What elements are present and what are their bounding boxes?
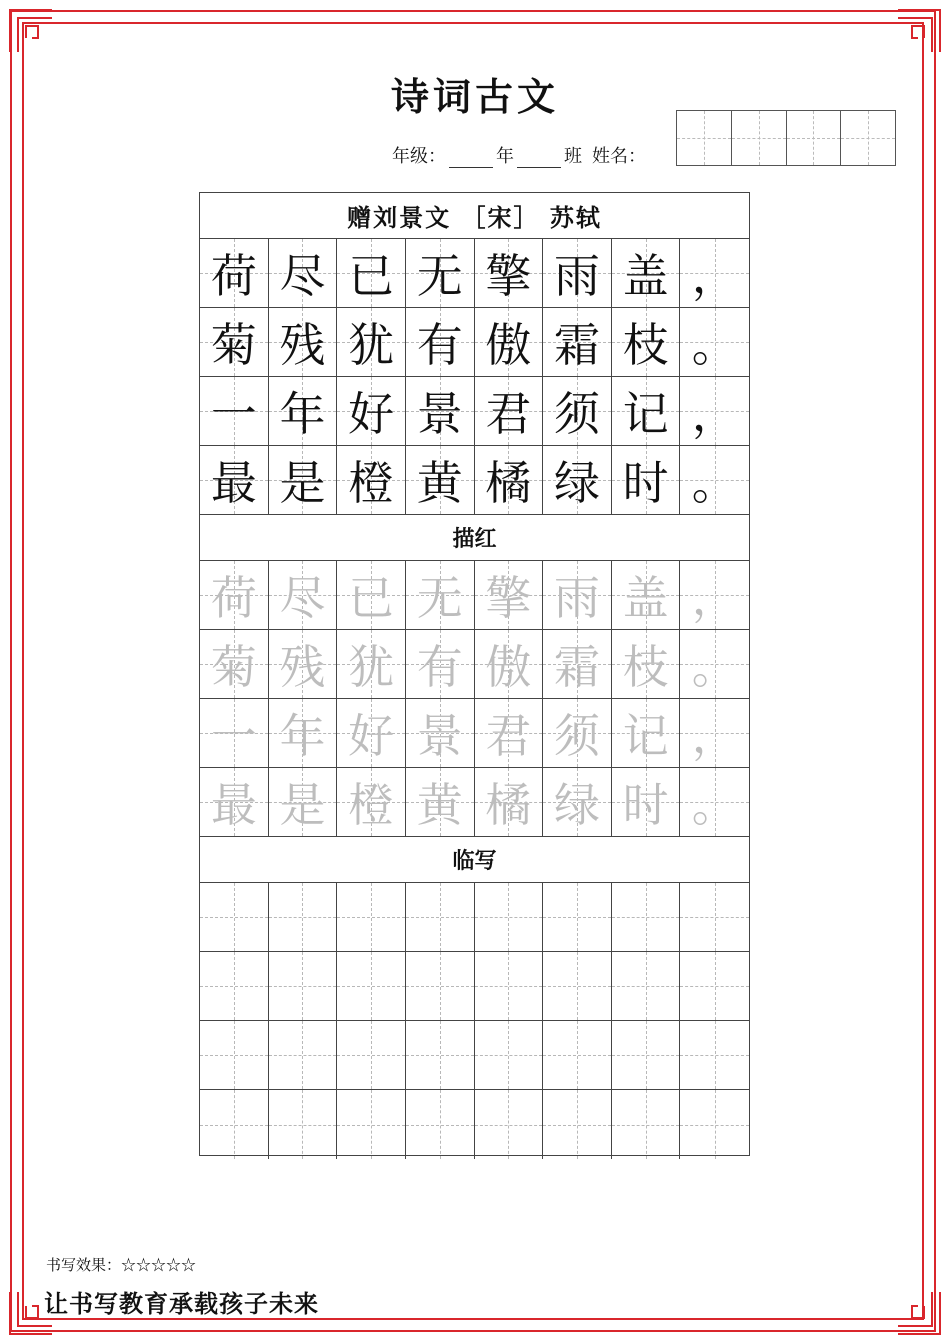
- character: 须: [553, 709, 600, 763]
- character: 君: [485, 387, 532, 441]
- copy-cell[interactable]: [612, 952, 681, 1020]
- character: ，: [691, 571, 738, 625]
- copy-cell[interactable]: [475, 883, 544, 951]
- copy-cell[interactable]: [406, 1021, 475, 1089]
- trace-cell: [543, 561, 612, 629]
- copy-cell[interactable]: [200, 952, 269, 1020]
- poem-cell: [337, 308, 406, 376]
- character: 景: [416, 387, 463, 441]
- trace-cell: [269, 699, 338, 767]
- trace-cell: [680, 768, 749, 836]
- class-blank[interactable]: [517, 149, 561, 168]
- character: 年: [279, 387, 326, 441]
- trace-cell: [200, 630, 269, 698]
- copy-cell[interactable]: [475, 952, 544, 1020]
- character: 是: [279, 778, 326, 832]
- character: 。: [691, 640, 738, 694]
- grid-row: [200, 1021, 749, 1090]
- character: 君: [485, 709, 532, 763]
- grid-row: [200, 561, 749, 630]
- copy-cell[interactable]: [269, 1021, 338, 1089]
- copy-cell[interactable]: [543, 1090, 612, 1159]
- character: 最: [210, 778, 257, 832]
- character: 已: [348, 571, 395, 625]
- corner-ornament-icon: [896, 8, 942, 54]
- name-box[interactable]: [677, 111, 732, 165]
- character: 雨: [553, 249, 600, 303]
- copy-cell[interactable]: [680, 1090, 749, 1159]
- poem-cell: [543, 377, 612, 445]
- trace-cell: [612, 630, 681, 698]
- page-title: 诗词古文: [390, 74, 559, 119]
- character: 好: [348, 387, 395, 441]
- copy-cell[interactable]: [475, 1090, 544, 1159]
- poem-cell: [612, 446, 681, 514]
- grade-blank[interactable]: [449, 149, 493, 168]
- character: 有: [416, 640, 463, 694]
- character: 记: [622, 709, 669, 763]
- character: 时: [622, 778, 669, 832]
- copy-cell[interactable]: [337, 1021, 406, 1089]
- trace-cell: [612, 768, 681, 836]
- poem-cell: [269, 239, 338, 307]
- poem-cell: [337, 377, 406, 445]
- copy-cell[interactable]: [612, 883, 681, 951]
- poem-cell: [612, 308, 681, 376]
- poem-cell: [680, 446, 749, 514]
- trace-cell: [406, 768, 475, 836]
- year-label: 年: [496, 146, 514, 167]
- character: 已: [348, 249, 395, 303]
- poem-cell: [200, 308, 269, 376]
- poem-cell: [269, 446, 338, 514]
- character: 有: [416, 318, 463, 372]
- trace-cell: [680, 561, 749, 629]
- copy-section-label: 临写: [200, 837, 749, 883]
- poem-cell: [200, 239, 269, 307]
- name-label: 姓名：: [592, 146, 646, 167]
- copy-cell[interactable]: [680, 883, 749, 951]
- poem-cell: [680, 239, 749, 307]
- grid-row: [200, 446, 749, 515]
- character: 枝: [622, 640, 669, 694]
- trace-cell: [200, 561, 269, 629]
- character: 好: [348, 709, 395, 763]
- character: 菊: [210, 318, 257, 372]
- character: 盖: [622, 571, 669, 625]
- poem-cell: [543, 308, 612, 376]
- poem-heading: 赠刘景文 ［宋］ 苏轼: [200, 193, 749, 239]
- character: ，: [691, 709, 738, 763]
- poem-cell: [543, 446, 612, 514]
- character: 霜: [553, 640, 600, 694]
- character: 绿: [553, 456, 600, 510]
- trace-cell: [269, 561, 338, 629]
- character: 雨: [553, 571, 600, 625]
- character: 霜: [553, 318, 600, 372]
- poem-cell: [475, 377, 544, 445]
- character: 黄: [416, 456, 463, 510]
- poem-cell: [612, 377, 681, 445]
- name-box[interactable]: [787, 111, 842, 165]
- copy-cell[interactable]: [543, 952, 612, 1020]
- copy-cell[interactable]: [680, 1021, 749, 1089]
- trace-cell: [612, 699, 681, 767]
- trace-cell: [543, 768, 612, 836]
- trace-cell: [475, 561, 544, 629]
- trace-cell: [337, 699, 406, 767]
- poem-cell: [337, 239, 406, 307]
- copy-cell[interactable]: [406, 1090, 475, 1159]
- grid-row: [200, 699, 749, 768]
- trace-cell: [406, 630, 475, 698]
- poem-cell: [406, 308, 475, 376]
- copy-cell[interactable]: [269, 883, 338, 951]
- footer-slogan: 让书写教育承载孩子未来: [44, 1289, 319, 1318]
- character: 尽: [279, 571, 326, 625]
- character: 橘: [485, 456, 532, 510]
- trace-grid: [200, 561, 749, 837]
- poem-cell: [680, 377, 749, 445]
- grid-row: [200, 239, 749, 308]
- trace-cell: [475, 768, 544, 836]
- character: 荷: [210, 249, 257, 303]
- poem-cell: [680, 308, 749, 376]
- trace-cell: [680, 699, 749, 767]
- poem-grid: [200, 239, 749, 515]
- character: 橙: [348, 456, 395, 510]
- character: 。: [691, 318, 738, 372]
- poem-cell: [406, 239, 475, 307]
- character: 景: [416, 709, 463, 763]
- trace-cell: [337, 561, 406, 629]
- character: 是: [279, 456, 326, 510]
- poem-cell: [406, 446, 475, 514]
- grade-label: 年级：: [392, 146, 446, 167]
- character: 残: [279, 318, 326, 372]
- copy-cell[interactable]: [200, 1021, 269, 1089]
- poem-cell: [475, 446, 544, 514]
- grid-row: [200, 308, 749, 377]
- character: 最: [210, 456, 257, 510]
- trace-cell: [337, 630, 406, 698]
- trace-cell: [543, 699, 612, 767]
- poem-cell: [337, 446, 406, 514]
- corner-ornament-icon: [8, 8, 54, 54]
- grid-row: [200, 883, 749, 952]
- copy-cell[interactable]: [680, 952, 749, 1020]
- copy-cell[interactable]: [200, 1090, 269, 1159]
- character: 橘: [485, 778, 532, 832]
- character: 时: [622, 456, 669, 510]
- name-box[interactable]: [841, 111, 895, 165]
- character: 盖: [622, 249, 669, 303]
- trace-cell: [406, 699, 475, 767]
- poem-cell: [269, 308, 338, 376]
- grid-row: [200, 630, 749, 699]
- rating-label: 书写效果：☆☆☆☆☆: [46, 1256, 197, 1274]
- trace-cell: [543, 630, 612, 698]
- grid-row: [200, 952, 749, 1021]
- character: 擎: [485, 571, 532, 625]
- copy-cell[interactable]: [337, 1090, 406, 1159]
- trace-section-label: 描红: [200, 515, 749, 561]
- trace-cell: [406, 561, 475, 629]
- character: 记: [622, 387, 669, 441]
- copy-cell[interactable]: [543, 883, 612, 951]
- character: 残: [279, 640, 326, 694]
- character: 无: [416, 249, 463, 303]
- copy-cell[interactable]: [406, 952, 475, 1020]
- grid-row: [200, 377, 749, 446]
- trace-cell: [200, 699, 269, 767]
- copy-cell[interactable]: [200, 883, 269, 951]
- corner-ornament-icon: [896, 1290, 942, 1336]
- character: 。: [691, 778, 738, 832]
- character: 菊: [210, 640, 257, 694]
- character: 一: [210, 709, 257, 763]
- trace-cell: [475, 699, 544, 767]
- character: 傲: [485, 318, 532, 372]
- poem-cell: [200, 377, 269, 445]
- copy-cell[interactable]: [337, 952, 406, 1020]
- character: 橙: [348, 778, 395, 832]
- name-boxes[interactable]: [676, 110, 896, 166]
- character: 犹: [348, 318, 395, 372]
- copy-cell[interactable]: [612, 1021, 681, 1089]
- character: 犹: [348, 640, 395, 694]
- copy-cell[interactable]: [337, 883, 406, 951]
- poem-cell: [612, 239, 681, 307]
- student-info: [392, 142, 646, 168]
- copy-cell[interactable]: [269, 1090, 338, 1159]
- character: ，: [691, 387, 738, 441]
- practice-sheet: [199, 192, 750, 1156]
- character: ，: [691, 249, 738, 303]
- trace-cell: [337, 768, 406, 836]
- grid-row: [200, 768, 749, 837]
- trace-cell: [475, 630, 544, 698]
- character: 黄: [416, 778, 463, 832]
- character: 绿: [553, 778, 600, 832]
- name-box[interactable]: [732, 111, 787, 165]
- character: 擎: [485, 249, 532, 303]
- character: 年: [279, 709, 326, 763]
- copy-cell[interactable]: [406, 883, 475, 951]
- trace-cell: [269, 630, 338, 698]
- trace-cell: [680, 630, 749, 698]
- copy-cell[interactable]: [269, 952, 338, 1020]
- poem-cell: [543, 239, 612, 307]
- character: 傲: [485, 640, 532, 694]
- class-label: 班: [564, 146, 582, 167]
- trace-cell: [269, 768, 338, 836]
- poem-cell: [269, 377, 338, 445]
- poem-cell: [200, 446, 269, 514]
- copy-grid: [200, 883, 749, 1159]
- poem-cell: [406, 377, 475, 445]
- trace-cell: [612, 561, 681, 629]
- trace-cell: [200, 768, 269, 836]
- copy-cell[interactable]: [475, 1021, 544, 1089]
- poem-cell: [475, 239, 544, 307]
- character: 一: [210, 387, 257, 441]
- copy-cell[interactable]: [543, 1021, 612, 1089]
- character: 尽: [279, 249, 326, 303]
- character: 荷: [210, 571, 257, 625]
- character: 枝: [622, 318, 669, 372]
- character: 无: [416, 571, 463, 625]
- character: 须: [553, 387, 600, 441]
- character: 。: [691, 456, 738, 510]
- copy-cell[interactable]: [612, 1090, 681, 1159]
- poem-cell: [475, 308, 544, 376]
- grid-row: [200, 1090, 749, 1159]
